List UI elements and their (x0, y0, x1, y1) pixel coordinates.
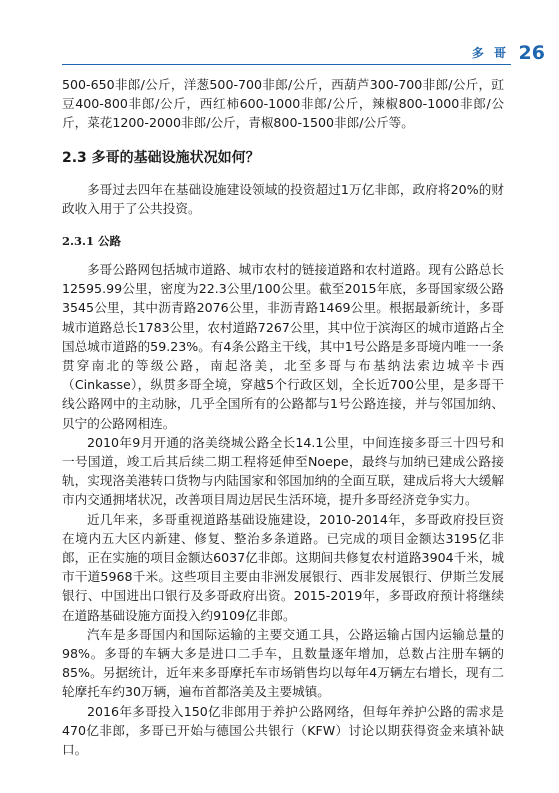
paragraph-vehicles: 汽车是多哥国内和国际运输的主要交通工具，公路运输占国内运输总量的98%。多哥的车辆大多是进口二手车，且数量逐年增加，总数占注册车辆的85%。另据统计，近年来多哥摩托车市场销售均以每年4万辆左右增长，现有二轮摩托车约30万辆，遍布首都洛美及主要城镇。 (62, 626, 504, 700)
chapter-title: 多 哥 (471, 46, 509, 60)
page-number: 26 (518, 42, 545, 64)
top-paragraph: 500-650非郎/公斤，洋葱500-700非郎/公斤，西葫芦300-700非郎/公斤，豇豆400-800非郎/公斤，西红柿600-1000非郎/公斤，辣椒800-1000非郎/公斤，菜花1200-2000非郎/公斤，青椒800-1500非郎/公斤等。 (62, 77, 504, 131)
section-intro: 多哥过去四年在基础设施建设领域的投资超过1万亿非郎，政府将20%的财政收入用于了公共投资。 (62, 181, 504, 216)
paragraph-ring-road: 2010年9月开通的洛美绕城公路全长14.1公里，中间连接多哥三十四号和一号国道，竣工后其后续二期工程将延伸至Noepe，最终与加纳已建成公路接轨，实现洛美港转口货物与内陆国家和邻国加纳的全面互联，建成后将大大缓解市内交通拥堵状况，改善项目周边居民生活环境，提升多哥经济竞争实力。 (62, 434, 504, 508)
subsection-heading: 2.3.1 公路 (62, 234, 122, 249)
paragraph-road-network: 多哥公路网包括城市道路、城市农村的链接道路和农村道路。现有公路总长12595.99公里，密度为22.3公里/100公里。截至2015年底，多哥国家级公路3545公里，其中沥青路2076公里，非沥青路1469公里。根据最新统计，多哥城市道路总长1783公里，农村道路7267公里，其中位于滨海区的城市道路占全国总城市道路的59.23%。有4条公路主干线，其中1号公路是多哥境内唯一一条贯穿南北的等级公路，南起洛美，北至多哥与布基纳法索边城辛卡西（Cinkasse），纵贯多哥全境，穿越5个行政区划，全长近700公里，是多哥干线公路网中的主动脉，几乎全国所有的公路都与1号公路连接，并与邻国加纳、贝宁的公路网相连。 (62, 262, 504, 431)
page-header (0, 38, 559, 78)
page-body (62, 75, 504, 759)
paragraph-investment: 近几年来，多哥重视道路基础设施建设，2010-2014年，多哥政府投巨资在境内五大区内新建、修复、整治多条道路。已完成的项目金额达3195亿非郎，正在实施的项目金额达6037亿非郎。这期间共修复农村道路3904千米，城市干道5968千米。这些项目主要由非洲发展银行、西非发展银行、伊斯兰发展银行、中国进出口银行及多哥政府出资。2015-2019年，多哥政府预计将继续在道路基础设施方面投入约9109亿非郎。 (62, 511, 504, 623)
section-heading: 2.3 多哥的基础设施状况如何？ (62, 149, 260, 166)
paragraph-maintenance: 2016年多哥投入150亿非郎用于养护公路网络，但每年养护公路的需求是470亿非郎，多哥已开始与德国公共银行（KFW）讨论以期获得资金来填补缺口。 (62, 703, 504, 758)
header-rule (62, 64, 511, 65)
